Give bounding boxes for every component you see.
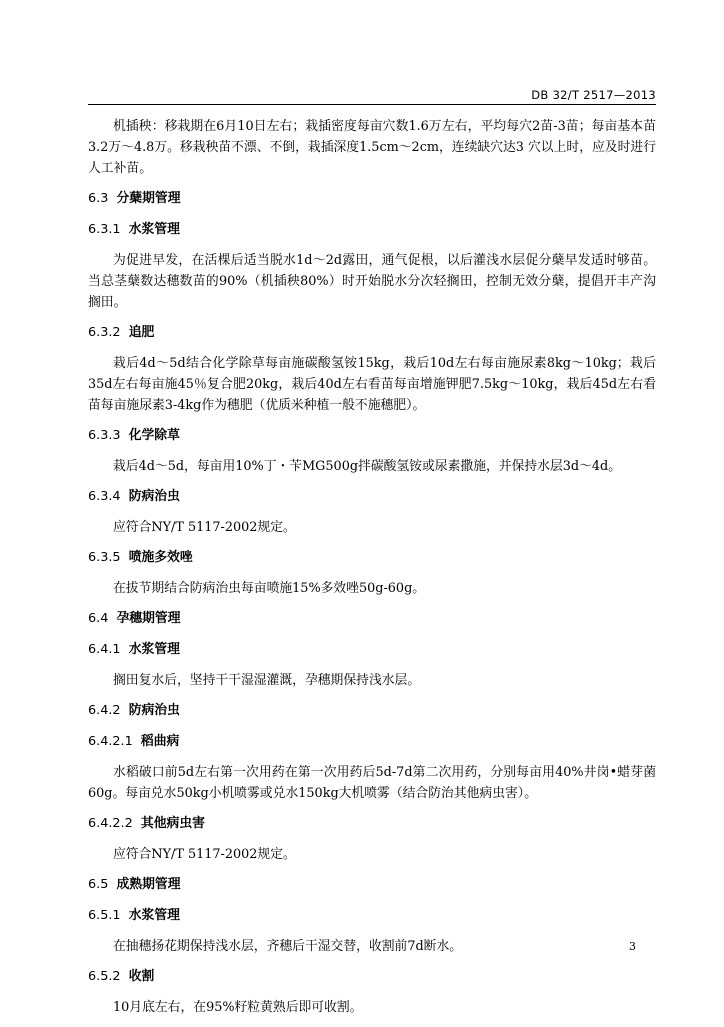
document-code: DB 32/T 2517—2013 [531, 88, 656, 102]
section-number: 6.3.5 [88, 550, 121, 565]
section-number: 6.3.1 [88, 222, 121, 237]
section-heading [88, 486, 656, 507]
body-paragraph: 搁田复水后，坚持干干湿湿灌溉，孕穗期保持浅水层。 [113, 673, 421, 688]
document-body [88, 116, 656, 1027]
body-paragraph: 栽后4d～5d，每亩用10%丁・苄MG500g拌碳酸氢铵或尿素撒施，并保持水层3d～4d。 [113, 459, 622, 474]
section-number: 6.3.2 [88, 325, 121, 340]
body-paragraph: 水稻破口前5d左右第一次用药在第一次用药后5d-7d第二次用药，分别每亩用40%井岗•蜡芽菌60g。每亩兑水50kg小机喷雾或兑水150kg大机喷雾（结合防治其他病虫害）。 [88, 765, 656, 801]
section-heading [88, 219, 656, 240]
section-heading [88, 547, 656, 568]
header-rule [88, 104, 656, 105]
section-title: 成熟期管理 [116, 877, 181, 892]
body-paragraph: 栽后4d～5d结合化学除草每亩施碳酸氢铵15kg，栽后10d左右每亩施尿素8kg～10kg；栽后35d左右每亩施45％复合肥20kg，栽后40d左右看苗每亩增施钾肥7.5kg～10kg，栽后45d左右看苗每亩施尿素3-4kg作为穗肥（优质米种植一般不施穗肥）。 [88, 356, 656, 413]
section-title: 化学除草 [128, 428, 180, 443]
body-paragraph: 应符合NY/T 5117-2002规定。 [113, 847, 296, 862]
section-title: 防病治虫 [128, 489, 180, 504]
section-heading [88, 425, 656, 446]
section-number: 6.4.2.2 [88, 816, 133, 831]
section-title: 水浆管理 [128, 642, 180, 657]
section-heading [88, 608, 656, 629]
section-number: 6.5.1 [88, 908, 121, 923]
section-heading [88, 874, 656, 895]
section-title: 水浆管理 [128, 908, 180, 923]
section-title: 分蘖期管理 [116, 191, 181, 206]
section-heading [88, 322, 656, 343]
section-number: 6.4 [88, 611, 109, 626]
section-title: 追肥 [128, 325, 155, 340]
page-number: 3 [629, 940, 636, 953]
section-number: 6.3 [88, 191, 109, 206]
body-paragraph: 机插秧：移栽期在6月10日左右；栽插密度每亩穴数1.6万左右，平均每穴2苗-3苗；每亩基本苗3.2万～4.8万。移栽秧苗不漂、不倒，栽插深度1.5cm～2cm，连续缺穴达3 穴以上时，应及时进行人工补苗。 [88, 119, 656, 176]
body-paragraph: 为促进早发，在活棵后适当脱水1d～2d露田，通气促根，以后灌浅水层促分蘖早发适时够苗。当总茎蘖数达穗数苗的90%（机插秧80%）时开始脱水分次轻搁田，控制无效分蘖，提倡开丰产沟搁田。 [88, 253, 656, 310]
body-paragraph: 10月底左右，在95%籽粒黄熟后即可收割。 [113, 1000, 363, 1015]
section-heading [88, 188, 656, 209]
section-number: 6.5 [88, 877, 109, 892]
section-heading [88, 813, 656, 834]
section-number: 6.4.2 [88, 703, 121, 718]
body-paragraph: 在拔节期结合防病治虫每亩喷施15%多效唑50g-60g。 [113, 581, 426, 596]
section-title: 水浆管理 [128, 222, 180, 237]
section-number: 6.3.4 [88, 489, 121, 504]
section-number: 6.4.2.1 [88, 734, 133, 749]
section-number: 6.4.1 [88, 642, 121, 657]
section-heading [88, 639, 656, 660]
section-title: 防病治虫 [128, 703, 180, 718]
section-heading [88, 731, 656, 752]
section-title: 收割 [128, 969, 155, 984]
section-title: 稻曲病 [140, 734, 180, 749]
section-heading [88, 966, 656, 987]
body-paragraph: 在抽穗扬花期保持浅水层，齐穗后干湿交替，收割前7d断水。 [113, 939, 463, 954]
section-title: 喷施多效唑 [128, 550, 193, 565]
section-heading [88, 700, 656, 721]
section-number: 6.5.2 [88, 969, 121, 984]
section-title: 孕穗期管理 [116, 611, 181, 626]
section-title: 其他病虫害 [140, 816, 205, 831]
section-number: 6.3.3 [88, 428, 121, 443]
section-heading [88, 905, 656, 926]
body-paragraph: 应符合NY/T 5117-2002规定。 [113, 520, 296, 535]
